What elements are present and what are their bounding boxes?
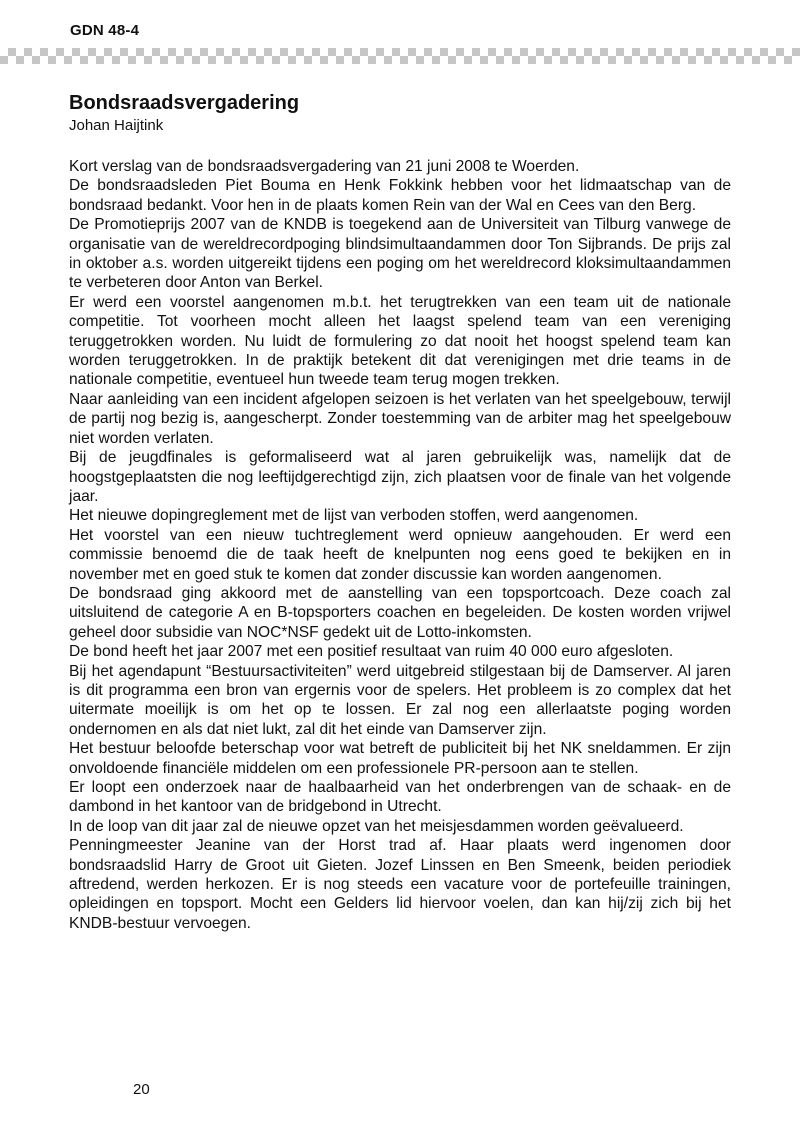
paragraph: Het bestuur beloofde beterschap voor wat betreft de publiciteit bij het NK sneldammen. Er zijn onvoldoende financiële middelen om een professionele PR-persoon aan te stellen.: [69, 740, 731, 777]
paragraph: De Promotieprijs 2007 van de KNDB is toegekend aan de Universiteit van Tilburg vanwege de organisatie van de wereldrecordpoging blindsimultaandammen door Ton Sijbrands. De prijs zal in oktober a.s. worden uitgereikt tijdens een poging om het wereldrecord kloksimultaandammen te verbeteren door Anton van Berkel.: [69, 216, 731, 292]
paragraph: Er loopt een onderzoek naar de haalbaarheid van het onderbrengen van de schaak- en de dambond in het kantoor van de bridgebond in Utrecht.: [69, 779, 731, 816]
magazine-issue-label: GDN 48-4: [70, 22, 140, 39]
paragraph: De bond heeft het jaar 2007 met een positief resultaat van ruim 40 000 euro afgesloten.: [69, 643, 674, 661]
paragraph: Bij de jeugdfinales is geformaliseerd wat al jaren gebruikelijk was, namelijk dat de hoogstgeplaatsten die nog leeftijdgerechtigd zijn, zich plaatsen voor de finale van het volgende jaar.: [69, 449, 731, 505]
article-author: Johan Haijtink: [69, 117, 164, 134]
page-number: 20: [133, 1081, 150, 1098]
paragraph: Bij het agendapunt “Bestuursactiviteiten” werd uitgebreid stilgestaan bij de Damserver. Al jaren is dit programma een bron van ergernis voor de spelers. Het probleem is zo complex dat het uitermate moeilijk is om het op te lossen. Er zal nog een allerlaatste poging worden ondernomen en als dat niet lukt, zal dit het einde van Damserver zijn.: [69, 662, 731, 738]
checkered-divider: [0, 48, 800, 64]
paragraph: Er werd een voorstel aangenomen m.b.t. het terugtrekken van een team uit de nationale competitie. Tot voorheen mocht alleen het laagst spelend team van een vereniging teruggetrokken worden. Nu luidt de formulering zo dat nooit het hoogst spelend team kan worden teruggetrokken. In de praktijk betekent dit dat verenigingen met drie teams in de nationale competitie, eventueel hun tweede team terug mogen trekken.: [69, 293, 731, 389]
paragraph: Het voorstel van een nieuw tuchtreglement werd opnieuw aangehouden. Er werd een commissie benoemd die de taak heeft de knelpunten nog eens goed te bekijken en in november met en goed stuk te komen dat zonder discussie kan worden aangenomen.: [69, 526, 731, 583]
paragraph: Het nieuwe dopingreglement met de lijst van verboden stoffen, werd aangenomen.: [69, 507, 639, 525]
paragraph: Penningmeester Jeanine van der Horst trad af. Haar plaats werd ingenomen door bondsraadslid Harry de Groot uit Gieten. Jozef Linssen en Ben Smeenk, beiden periodiek aftredend, werden herkozen. Er is nog steeds een vacature voor de portefeuille trainingen, opleidingen en topsport. Mocht een Gelders lid hiervoor voelen, dan kan hij/zij zich bij het KNDB-bestuur vervoegen.: [69, 837, 731, 932]
article-title: Bondsraadsvergadering: [69, 92, 300, 114]
article: [69, 90, 731, 933]
paragraph: Naar aanleiding van een incident afgelopen seizoen is het verlaten van het speelgebouw, terwijl de partij nog bezig is, aangescherpt. Zonder toestemming van de arbiter mag het speelgebouw niet worden verlaten.: [69, 390, 731, 447]
paragraph: In de loop van dit jaar zal de nieuwe opzet van het meisjesdammen worden geëvalueerd.: [69, 817, 684, 835]
paragraph: De bondsraad ging akkoord met de aanstelling van een topsportcoach. Deze coach zal uitsluitend de categorie A en B-topsporters coachen en begeleiden. De kosten worden vrijwel geheel door subsidie van NOC*NSF gedekt uit de Lotto-inkomsten.: [69, 584, 731, 641]
paragraph: Kort verslag van de bondsraadsvergadering van 21 juni 2008 te Woerden.: [69, 158, 580, 175]
paragraph: De bondsraadsleden Piet Bouma en Henk Fokkink hebben voor het lidmaatschap van de bondsraad bedankt. Voor hen in de plaats komen Rein van der Wal en Cees van den Berg.: [69, 177, 731, 214]
